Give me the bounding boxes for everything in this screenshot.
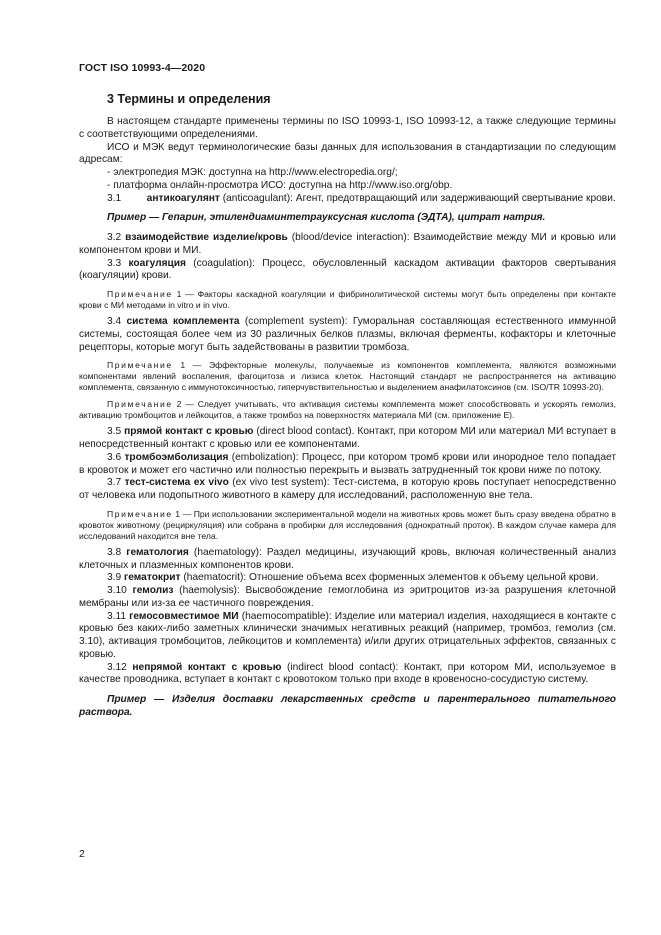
term-3-4: 3.4 система комплемента (complement system): Гуморальная составляющая естественного иммунной системы, состоящая более чем из 30 различных белков плазмы, включая ферменты, кофакторы и клеточные рецепторы, которые могут быть задействованы в развитии тромбоза. [79, 316, 617, 353]
term-3-7: 3.7 тест-система ex vivo (ex vivo test system): Тест-система, в которую кровь поступает непосредственно от человека или подопытного животного в камеру для исследований, расположенную вне тела. [79, 477, 616, 501]
term-3-1: 3.1 антикоагулянт (anticoagulant): Агент, предотвращающий или задерживающий свертывание крови. [107, 192, 616, 204]
term-3-10-name: гемолиз [132, 585, 174, 596]
list-item-electropedia: - электропедия МЭК: доступна на http://www.electropedia.org/; [107, 167, 398, 178]
note-3-4-2: Примечание 2 — Следует учитывать, что активация системы комплемента может способствовать и ускорять гемолиз, активацию тромбоцитов и лейкоцитов, а также тромбоз на поверхностях материала МИ (см. приложение Е). [79, 399, 616, 421]
term-3-12-name: непрямой контакт с кровью [132, 661, 282, 673]
term-3-1-name: антикоагулянт [146, 192, 220, 204]
example-3-1: Пример — Гепарин, этилендиаминтетрауксусная кислота (ЭДТА), цитрат натрия. [107, 212, 546, 224]
term-3-12: 3.12 непрямой контакт с кровью (indirect blood contact): Контакт, при котором МИ, используемое в качестве проводника, вступает в контакт с кровотоком только при входе в кровеносно-сосудистую систему. [79, 661, 616, 686]
term-3-8-name: гематология [126, 546, 189, 558]
term-3-5-name: прямой контакт с кровью [124, 426, 254, 438]
note-3-7: Примечание 1 — При использовании экспериментальной модели на животных кровь может быть сразу введена обратно в кровоток животному (рециркуляция) или собрана в пробирки для исследования (однократный проток). В каждом случае камера для исследований находится вне тела. [79, 508, 616, 541]
term-3-6-name: тромбоэмболизация [124, 451, 229, 463]
term-3-7-name: тест-система ex vivo [124, 477, 229, 489]
page-number: 2 [79, 848, 85, 860]
intro-paragraph: В настоящем стандарте применены термины по ISO 10993-1, ISO 10993-12, а также следующие термины с соответствующими определениями. [79, 116, 616, 140]
term-3-5: 3.5 прямой контакт с кровью (direct blood contact). Контакт, при котором МИ или материал МИ вступает в непосредственный контакт с кровью или ее компонентами. [79, 426, 617, 450]
term-3-2: 3.2 взаимодействие изделие/кровь (blood/device interaction): Взаимодействие между МИ и кровью или компонентом крови и МИ. [79, 232, 616, 256]
note-3-3: Примечание 1 — Факторы каскадной коагуляции и фибринолитической системы могут быть определены при контакте крови с МИ методами in vitro и in vivo. [79, 289, 616, 310]
term-3-3-name: коагуляция [128, 257, 186, 269]
list-item-iso-obp: - платформа онлайн-просмотра ИСО: доступна на http://www.iso.org/obp. [107, 179, 453, 191]
term-3-6: 3.6 тромбоэмболизация (embolization): Процесс, при котором тромб крови или инородное тело попадает в кровоток и может его частично или полностью перекрыть и вызвать затрудненный ток крови ниже по потоку. [79, 451, 616, 476]
example-3-12: Пример — Изделия доставки лекарственных средств и парентерального питательного раствора. [79, 694, 617, 718]
section-title: 3 Термины и определения [107, 92, 271, 106]
term-3-9: 3.9 гематокрит (haematocrit): Отношение объема всех форменных элементов к объему цельной крови. [107, 572, 599, 584]
term-3-11-name: гемосовместимое МИ [129, 610, 239, 622]
term-3-11: 3.11 гемосовместимое МИ (haemocompatible): Изделие или материал изделия, находящиеся в контакте с кровью без каких-либо заметных клинически значимых негативных реакций (например, тромбоз, гемолиз (см. 3.10), активация тромбоцитов, лейкоцитов и комплемента) и/или других отрицательных эффектов, связанных с кровью. [79, 610, 616, 660]
term-3-4-name: система комплемента [126, 316, 240, 327]
term-3-10: 3.10 гемолиз (haemolysis): Высвобождение гемоглобина из эритроцитов из-за разрушения клеточной мембраны или из-за ее частичного повреждения. [79, 585, 616, 609]
standard-header: ГОСТ ISO 10993-4—2020 [79, 62, 206, 74]
document-body [79, 92, 616, 727]
term-3-8: 3.8 гематология (haematology): Раздел медицины, изучающий кровь, включая количественный анализ клеточных и плазменных компонентов крови. [79, 546, 616, 571]
term-3-2-name: взаимодействие изделие/кровь [125, 232, 288, 243]
note-3-4-1: Примечание 1 — Эффекторные молекулы, получаемые из компонентов комплемента, являются возможными компонентами явлений воспаления, фагоцитоза и лизиса клеток. Настоящий стандарт не распространяется на активацию комплемента, связанную с иммунотоксичностью, гиперчувствительностью и выделением анафилатоксинов (см. ISO/TR 10993-20). [79, 360, 616, 393]
term-3-3: 3.3 коагуляция (coagulation): Процесс, обусловленный каскадом активации факторов свертывания (коагуляции) крови. [79, 257, 617, 282]
intro-paragraph-databases: ИСО и МЭК ведут терминологические базы данных для использования в стандартизации по следующим адресам: [79, 141, 616, 166]
term-3-9-name: гематокрит [124, 572, 181, 584]
